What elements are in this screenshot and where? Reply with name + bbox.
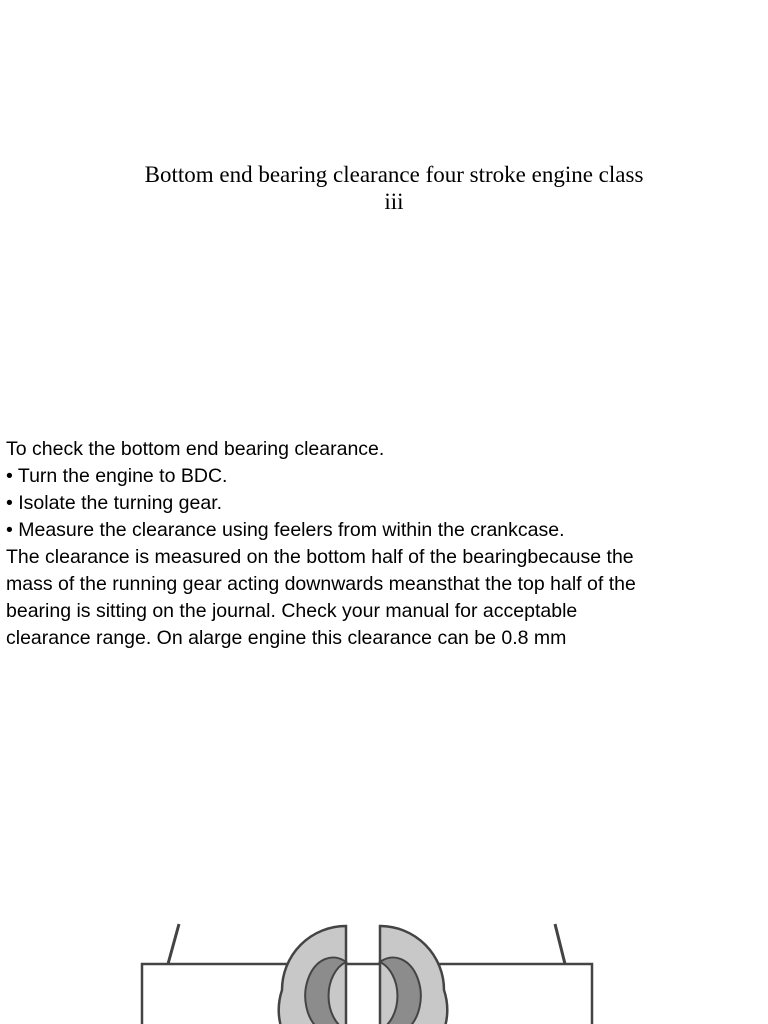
bearing-housing-box: [142, 964, 592, 1024]
text-line: • Turn the engine to BDC.: [6, 465, 228, 487]
text-line: • Isolate the turning gear.: [6, 492, 223, 514]
left-connecting-rod-line: [168, 924, 179, 964]
text-line: The clearance is measured on the bottom half of the bearingbecause the: [6, 546, 634, 568]
bearing-diagram: [0, 900, 768, 1024]
page-title: [60, 161, 728, 215]
title-line-2: iii: [384, 189, 404, 214]
text-line: bearing is sitting on the journal. Check your manual for acceptable: [6, 600, 578, 622]
instructions-text: [6, 436, 762, 652]
right-connecting-rod-line: [555, 924, 565, 964]
text-line: • Measure the clearance using feelers from within the crankcase.: [6, 519, 565, 541]
text-line: To check the bottom end bearing clearance.: [6, 438, 385, 460]
text-line: mass of the running gear acting downwards meansthat the top half of the: [6, 573, 636, 595]
text-line: clearance range. On alarge engine this clearance can be 0.8 mm: [6, 627, 567, 649]
title-line-1: Bottom end bearing clearance four stroke engine class: [144, 162, 644, 187]
